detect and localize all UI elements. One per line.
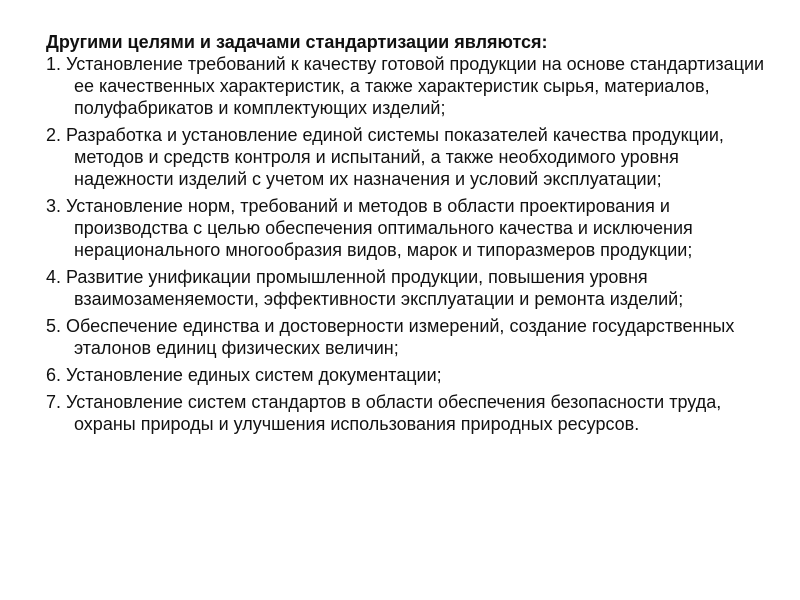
- goals-list: [46, 53, 766, 435]
- goal-item-7: 7. Установление систем стандартов в области обеспечения безопасности труда, охраны природы и улучшения использования природных ресурсов.: [46, 392, 722, 434]
- goal-item-1: 1. Установление требований к качеству готовой продукции на основе стандартизации ее качественных характеристик, а также характеристик сырья, материалов, полуфабрикатов и комплектующих изделий;: [46, 54, 765, 118]
- goal-item-5: 5. Обеспечение единства и достоверности измерений, создание государственных эталонов единиц физических величин;: [46, 316, 735, 358]
- goal-item-6: 6. Установление единых систем документации;: [46, 365, 442, 385]
- goal-item-2: 2. Разработка и установление единой системы показателей качества продукции, методов и средств контроля и испытаний, а также необходимого уровня надежности изделий с учетом их назначения и условий эксплуатации;: [46, 125, 724, 189]
- goal-item-3: 3. Установление норм, требований и методов в области проектирования и производства с целью обеспечения оптимального качества и исключения нерационального многообразия видов, марок и типоразмеров продукции;: [46, 196, 693, 260]
- slide-heading: Другими целями и задачами стандартизации являются:: [46, 32, 548, 52]
- slide-content: [46, 31, 766, 440]
- goal-item-4: 4. Развитие унификации промышленной продукции, повышения уровня взаимозаменяемости, эффективности эксплуатации и ремонта изделий;: [46, 267, 684, 309]
